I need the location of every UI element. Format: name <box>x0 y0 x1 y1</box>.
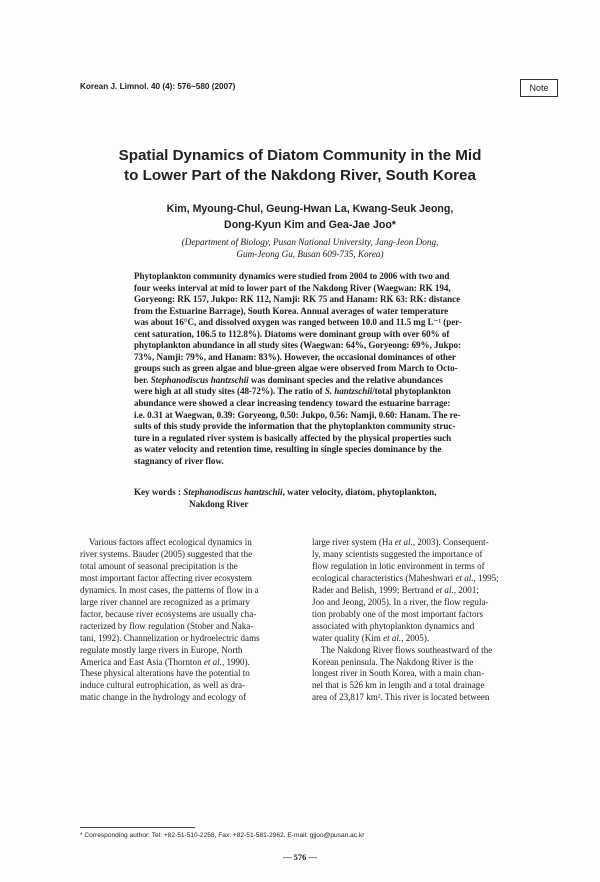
abstract-line: from the Estuarine Barrage), South Korea. Annual averages of water temperature <box>134 305 449 316</box>
body-line: ly, many scientists suggested the importance of <box>312 548 483 559</box>
body-line: racterized by flow regulation (Stober and Naka- <box>80 620 254 631</box>
body-line: Various factors affect ecological dynamics in <box>80 537 252 547</box>
abstract-line: ber. Stephanodiscus hantzschii was dominant species and the relative abundances <box>134 374 443 385</box>
author-list <box>120 201 500 233</box>
abstract-line: cent saturation, 106.5 to 112.8%). Diatoms were dominant group with over 60% of <box>134 328 450 339</box>
keywords-line: Nakdong River <box>189 498 249 509</box>
author-line: Kim, Myoung-Chul, Geung-Hwan La, Kwang-Seuk Jeong, <box>166 203 454 215</box>
body-line: area of 23,817 km². This river is located between <box>312 692 490 703</box>
body-line: Joo and Jeong, 2005). In a river, the flow regula- <box>312 596 489 607</box>
body-line: ecological characteristics (Maheshwari et al., 1995; <box>312 572 499 583</box>
body-line: America and East Asia (Thornton et al., 1990). <box>80 656 250 667</box>
affiliation <box>110 236 510 260</box>
abstract-line: stagnancy of river flow. <box>134 455 224 466</box>
journal-citation: Korean J. Limnol. 40 (4): 576~580 (2007) <box>80 82 236 91</box>
body-column-right <box>312 537 558 704</box>
affiliation-line: (Department of Biology, Pusan National University, Jang-Jeon Dong, <box>181 237 439 247</box>
keywords <box>134 487 534 510</box>
abstract-line: abundance were showed a clear increasing tendency toward the estuarine barrage: <box>134 398 451 409</box>
keywords-line: Key words : Stephanodiscus hantzschii, water velocity, diatom, phytoplankton, <box>134 487 437 497</box>
abstract-line: Phytoplankton community dynamics were studied from 2004 to 2006 with two and <box>134 271 450 281</box>
body-line: large river system (Ha et al., 2003). Consequent- <box>312 537 489 547</box>
abstract-line: sults of this study provide the information that the phytoplankton community struc- <box>134 421 456 432</box>
body-line: longest river in South Korea, with a main chan- <box>312 668 485 679</box>
footnote-divider <box>80 827 195 828</box>
body-line: total amount of seasonal precipitation is the <box>80 560 238 571</box>
title-line: Spatial Dynamics of Diatom Community in the Mid <box>118 147 482 164</box>
body-line: Korean peninsula. The Nakdong River is the <box>312 656 474 667</box>
abstract-line: ture in a regulated river system is basically affected by the physical properties such <box>134 432 452 443</box>
body-line: tani, 1992). Channelization or hydroelectric dams <box>80 632 260 643</box>
body-line: water quality (Kim et al., 2005). <box>312 632 430 643</box>
body-column-left <box>80 537 312 704</box>
title-line: to Lower Part of the Nakdong River, South Korea <box>124 167 476 184</box>
abstract-line: groups such as green algae and blue-green algae were observed from March to Octo- <box>134 363 458 374</box>
body-line: nel that is 526 km in length and a total drainage <box>312 680 485 691</box>
body-line: large river channel are recognized as a primary <box>80 596 250 607</box>
body-line: associated with phytoplankton dynamics and <box>312 620 475 631</box>
body-line: tion probably one of the most important factors <box>312 608 484 619</box>
body-line: dynamics. In most cases, the patterns of flow in a <box>80 584 259 595</box>
body-line: The Nakdong River flows southeastward of the <box>312 644 493 655</box>
body-line: regulate mostly large rivers in Europe, North <box>80 644 243 655</box>
corresponding-author-footnote: * Corresponding author: Tel: +82-51-510-2258, Fax: +82-51-581-2962, E-mail: gjjoo@pusan.ac.kr <box>80 832 365 839</box>
body-line: factor, because river ecosystems are usually cha- <box>80 608 257 619</box>
abstract-line: Goryeong: RK 157, Jukpo: RK 112, Namji: RK 75 and Hanam: RK 63: RK: distance <box>134 294 461 305</box>
abstract-line: were high at all study sites (48-72%). The ratio of S. hantzschii/total phytoplankton <box>134 386 451 397</box>
abstract <box>134 271 534 467</box>
body-line: induce cultural eutrophication, as well as dra- <box>80 680 246 691</box>
abstract-line: was about 16°C, and dissolved oxygen was ranged between 10.0 and 11.5 mg L⁻¹ (per- <box>134 317 462 328</box>
body-line: These physical alterations have the potential to <box>80 668 250 679</box>
body-line: most important factor affecting river ecosystem <box>80 572 252 583</box>
abstract-line: four weeks interval at mid to lower part of the Nakdong River (Waegwan: RK 194, <box>134 282 451 293</box>
paper-title <box>90 146 510 186</box>
body-line: Rader and Belish, 1999; Bertrand et al., 2001; <box>312 584 479 595</box>
body-line: river systems. Bauder (2005) suggested that the <box>80 548 253 559</box>
abstract-line: phytoplankton abundance in all study sites (Waegwan: 64%, Goryeong: 69%, Jukpo: <box>134 340 462 351</box>
body-line: matic change in the hydrology and ecology of <box>80 692 247 703</box>
abstract-line: i.e. 0.31 at Waegwan, 0.39: Goryeong, 0.50: Jukpo, 0.56: Namji, 0.60: Hanam. The re- <box>134 409 461 420</box>
body-line: flow regulation in lotic environment in terms of <box>312 560 485 571</box>
abstract-line: 73%, Namji: 79%, and Hanam: 83%). However, the occasional dominances of other <box>134 351 456 362</box>
page-number: — 576 — <box>283 852 317 862</box>
note-label-box: Note <box>520 79 558 97</box>
abstract-line: as water velocity and retention time, resulting in single species dominance by the <box>134 444 442 455</box>
affiliation-line: Gum-Jeong Gu, Busan 609-735, Korea) <box>236 249 384 259</box>
author-line: Dong-Kyun Kim and Gea-Jae Joo* <box>224 219 396 231</box>
